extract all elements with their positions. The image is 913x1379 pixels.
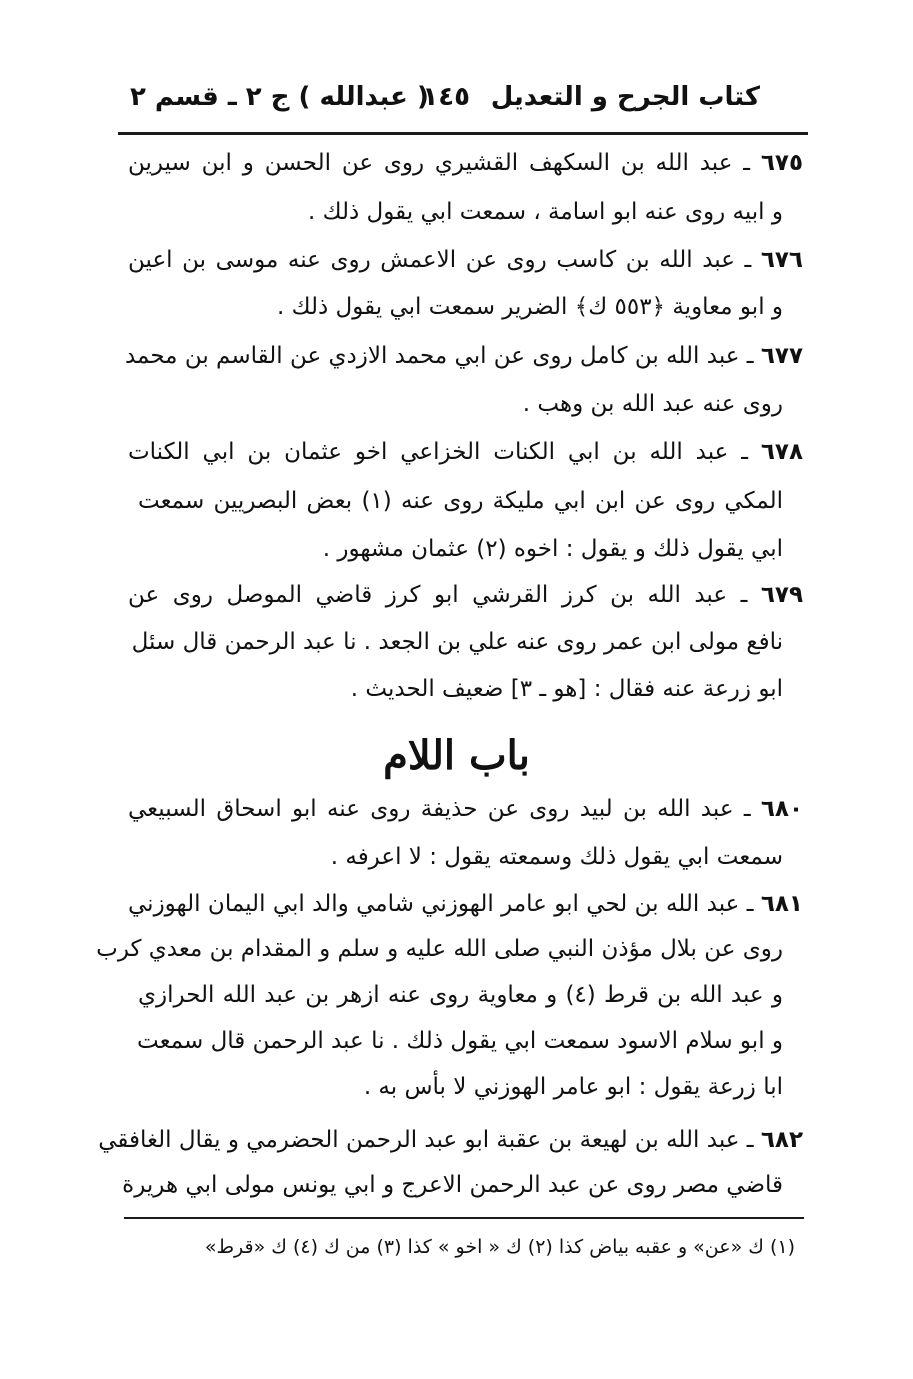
entry-first-line: ٦٨٢ ـ عبد الله بن لهيعة بن عقبة ابو عبد الرحمن الحضرمي و يقال الغافقي [98, 1127, 803, 1153]
entry-first-line: ٦٧٩ ـ عبد الله بن كرز القرشي ابو كرز قاضي الموصل روى عن [128, 582, 803, 608]
entry-number: ٦٧٨ [760, 439, 803, 465]
entry-first-line: ٦٨٠ ـ عبد الله بن لبيد روى عن حذيفة روى عنه ابو اسحاق السبيعي [128, 796, 803, 822]
entry-line: قاضي مصر روى عن عبد الرحمن الاعرج و ابي يونس مولى ابي هريرة [122, 1172, 783, 1198]
entry-number: ٦٧٧ [760, 343, 803, 369]
entry-line: نافع مولى ابن عمر روى عنه علي بن الجعد . نا عبد الرحمن قال سئل [131, 629, 783, 655]
entry-number: ٦٧٥ [760, 150, 803, 176]
entry-first-line: ٦٧٦ ـ عبد الله بن كاسب روى عن الاعمش روى عنه موسى بن اعين [128, 247, 803, 273]
entry-number: ٦٧٩ [760, 582, 803, 608]
entry-number: ٦٧٦ [760, 247, 803, 273]
entry-first-line: ٦٧٧ ـ عبد الله بن كامل روى عن ابي محمد الازدي عن القاسم بن محمد [124, 343, 803, 369]
section-heading: باب اللام [383, 732, 530, 779]
entry-line: و عبد الله بن قرط (٤) و معاوية روى عنه ازهر بن عبد الله الحرازي [138, 982, 783, 1008]
page-header [120, 74, 800, 122]
entry-line: سمعت ابي يقول ذلك وسمعته يقول : لا اعرفه . [330, 844, 783, 870]
footnote: (١) ك «عن» و عقبه بياض كذا (٢) ك « اخو » كذا (٣) من ك (٤) ك «قرط» [204, 1236, 795, 1258]
footnote-rule [124, 1217, 804, 1219]
entry-line: و ابو سلام الاسود سمعت ابي يقول ذلك . نا عبد الرحمن قال سمعت [137, 1028, 783, 1054]
entry-text: عبد الله بن كامل روى عن ابي محمد الازدي عن القاسم بن محمد [124, 343, 740, 369]
entry-text: عبد الله بن لبيد روى عن حذيفة روى عنه ابو اسحاق السبيعي [128, 796, 734, 822]
entry-number: ٦٨١ [760, 891, 803, 917]
entry-text: عبد الله بن ابي الكنات الخزاعي اخو عثمان بن ابي الكنات [128, 439, 729, 465]
entry-line: المكي روى عن ابن ابي مليكة روى عنه (١) بعض البصريين سمعت [138, 488, 784, 514]
entry-number: ٦٨٠ [760, 796, 803, 822]
entry-number: ٦٨٢ [760, 1127, 803, 1153]
entry-text: عبد الله بن كرز القرشي ابو كرز قاضي الموصل روى عن [128, 582, 728, 608]
entry-text: عبد الله بن السكهف القشيري روى عن الحسن و ابن سيرين [128, 150, 733, 176]
entry-first-line: ٦٧٥ ـ عبد الله بن السكهف القشيري روى عن الحسن و ابن سيرين [128, 150, 803, 176]
entry-line: روى عن بلال مؤذن النبي صلى الله عليه و سلم و المقدام بن معدي كرب [96, 936, 783, 962]
entry-line: ابو زرعة عنه فقال : [هو ـ ٣] ضعيف الحديث . [350, 676, 783, 702]
entry-line: روى عنه عبد الله بن وهب . [522, 391, 783, 417]
entry-first-line: ٦٧٨ ـ عبد الله بن ابي الكنات الخزاعي اخو عثمان بن ابي الكنات [128, 439, 803, 465]
entry-line: ابي يقول ذلك و يقول : اخوه (٢) عثمان مشهور . [322, 536, 783, 562]
entry-text: عبد الله بن لهيعة بن عقبة ابو عبد الرحمن الحضرمي و يقال الغافقي [98, 1127, 740, 1153]
entry-line: ابا زرعة يقول : ابو عامر الهوزني لا بأس به . [363, 1074, 783, 1100]
entry-text: عبد الله بن لحي ابو عامر الهوزني شامي والد ابي اليمان الهوزني [128, 891, 740, 917]
section-label: ( عبدالله ) ج ٢ ـ قسم ٢ [130, 82, 429, 112]
header-rule [118, 132, 808, 135]
book-title: كتاب الجرح و التعديل [490, 82, 760, 112]
page-number: ١٤٥ [422, 82, 470, 112]
entry-line: و ابو معاوية ﴿٥٥٣ ك﴾ الضرير سمعت ابي يقول ذلك . [276, 294, 783, 320]
entry-text: عبد الله بن كاسب روى عن الاعمش روى عنه موسى بن اعين [128, 247, 735, 273]
entry-line: و ابيه روى عنه ابو اسامة ، سمعت ابي يقول ذلك . [307, 199, 783, 225]
entry-first-line: ٦٨١ ـ عبد الله بن لحي ابو عامر الهوزني شامي والد ابي اليمان الهوزني [128, 891, 803, 917]
